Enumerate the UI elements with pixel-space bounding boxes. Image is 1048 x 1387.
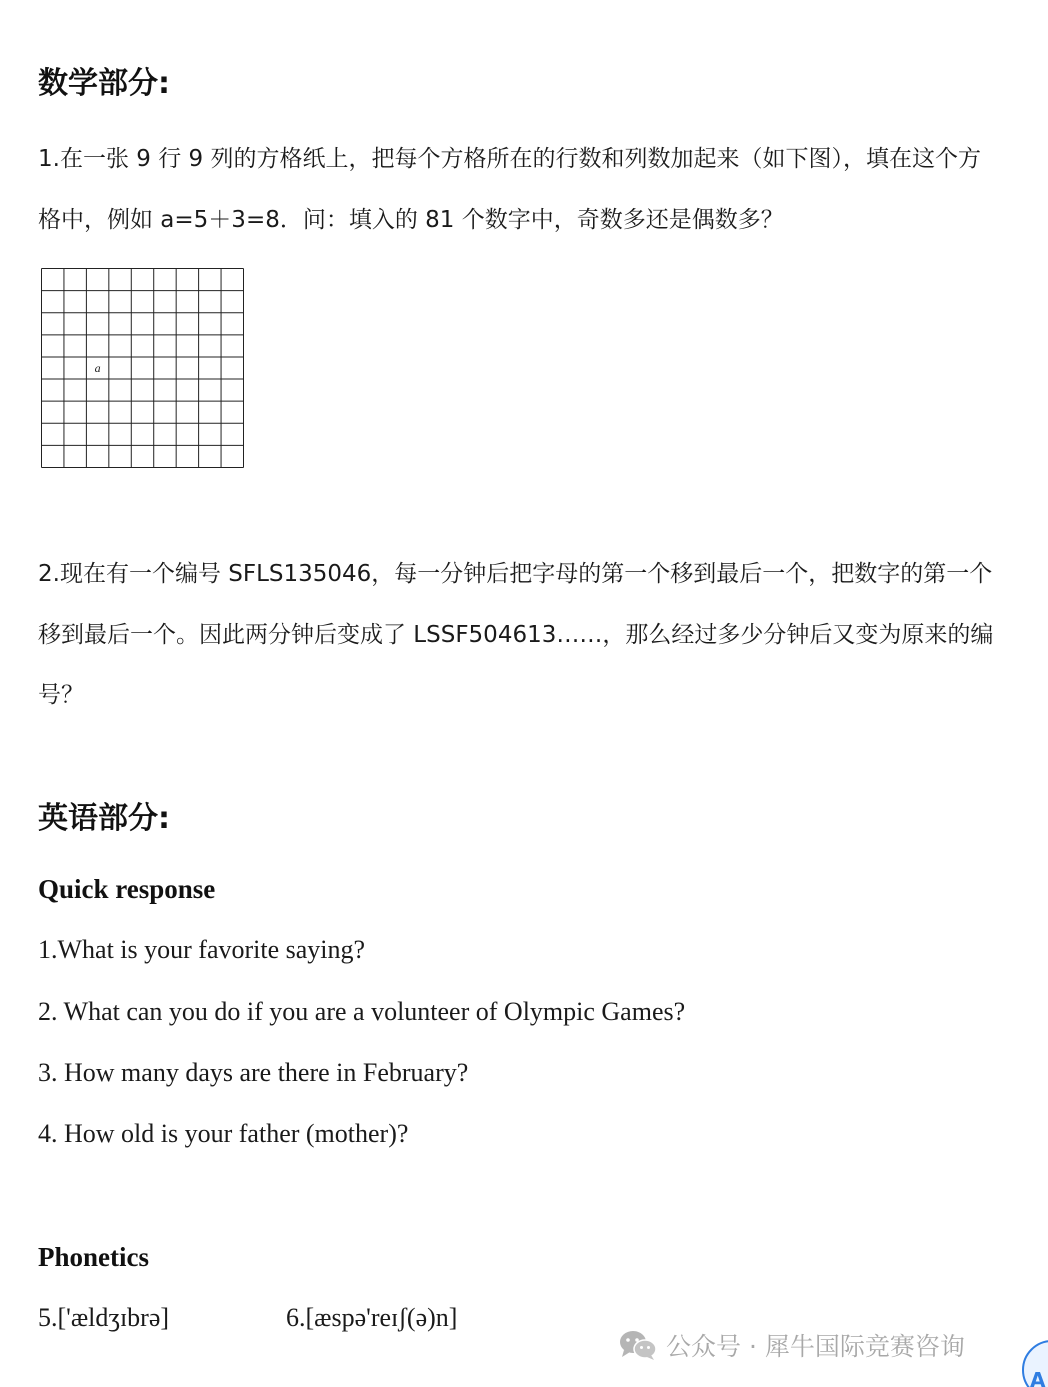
math-q1-line2: 格中，例如 a=5＋3=8．问：填入的 81 个数字中，奇数多还是偶数多？: [38, 207, 784, 233]
translate-icon: A: [1030, 1368, 1046, 1387]
nine-by-nine-grid-figure: [41, 268, 244, 468]
quick-response-title: Quick response: [38, 874, 216, 904]
phonetics-item-6: 6.[æspə'reɪʃ(ə)n]: [286, 1303, 458, 1332]
quick-response-item-2: 2. What can you do if you are a volunteer of Olympic Games?: [38, 997, 686, 1026]
phonetics-item-5: 5.['ældʒɪbrə]: [38, 1303, 170, 1332]
quick-response-item-1: 1.What is your favorite saying?: [38, 935, 366, 964]
math-q2-line3: 号？: [38, 682, 84, 708]
translate-float-button[interactable]: [1022, 1340, 1048, 1387]
quick-response-item-3: 3. How many days are there in February?: [38, 1058, 469, 1087]
watermark-text: 公众号 · 犀牛国际竞赛咨询: [666, 1332, 965, 1361]
grid-svg: [41, 268, 244, 468]
english-section-heading: 英语部分:: [38, 801, 170, 836]
quick-response-item-4: 4. How old is your father (mother)?: [38, 1119, 409, 1148]
math-q1-line1: 1.在一张 9 行 9 列的方格纸上，把每个方格所在的行数和列数加起来（如下图），填在这个方: [38, 146, 981, 172]
grid-marker-label: a: [94, 361, 101, 375]
math-section-heading: 数学部分:: [38, 66, 170, 101]
math-q2-line1: 2.现在有一个编号 SFLS135046，每一分钟后把字母的第一个移到最后一个，把数字的第一个: [38, 561, 993, 587]
math-q2-line2: 移到最后一个。因此两分钟后变成了 LSSF504613……，那么经过多少分钟后又变为原来的编: [38, 622, 994, 648]
account-watermark: [618, 1327, 965, 1363]
wechat-icon: [618, 1329, 658, 1361]
phonetics-title: Phonetics: [38, 1242, 149, 1272]
